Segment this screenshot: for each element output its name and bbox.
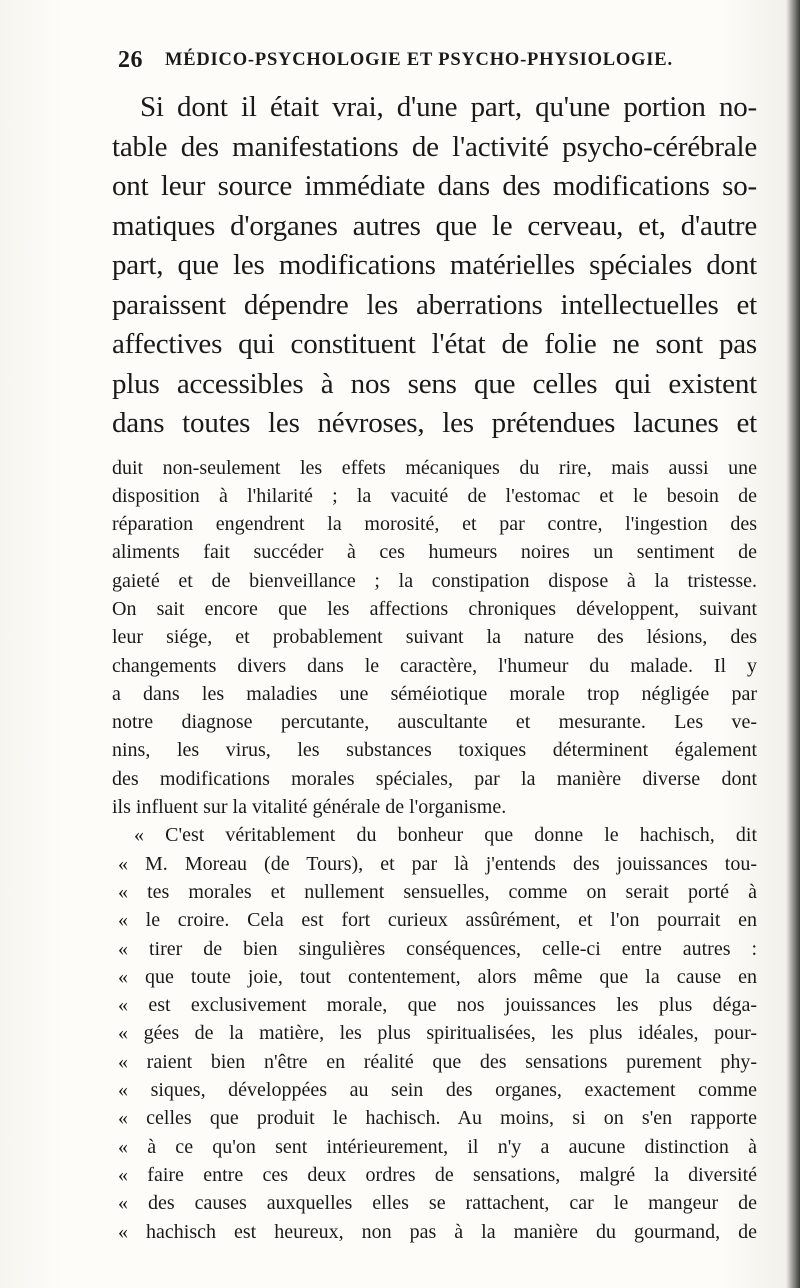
note-line: gaieté et de bienveillance ; la constipation dispose à la tristesse. (112, 569, 757, 592)
note-line: duit non-seulement les effets mécaniques du rire, mais aussi une (112, 456, 757, 479)
note-line: notre diagnose percutante, auscultante et mesurante. Les ve- (112, 711, 757, 734)
quote-line: « tirer de bien singulières conséquences, celle-ci entre autres : (118, 937, 757, 960)
note-line: a dans les maladies une séméiotique morale trop négligée par (112, 682, 757, 705)
page-edge-shadow (786, 0, 800, 1288)
page-number: 26 (118, 46, 143, 73)
footnote-block (112, 454, 757, 1246)
note-line: aliments fait succéder à ces humeurs noires un sentiment de (112, 541, 757, 564)
note-line: nins, les virus, les substances toxiques déterminent également (112, 739, 757, 762)
quote-line: « que toute joie, tout contentement, alors même que la cause en (118, 965, 757, 988)
quote-line: « C'est véritablement du bonheur que donne le hachisch, dit (134, 824, 757, 847)
note-line: disposition à l'hilarité ; la vacuité de l'estomac et le besoin de (112, 484, 757, 507)
quote-line: « faire entre ces deux ordres de sensations, malgré la diversité (118, 1163, 757, 1186)
running-title: MÉDICO-PSYCHOLOGIE ET PSYCHO-PHYSIOLOGIE. (165, 49, 673, 70)
page-body (112, 88, 757, 1246)
main-line: affectives qui constituent l'état de folie ne sont pas (112, 328, 757, 360)
main-line: dans toutes les névroses, les prétendues lacunes et (112, 407, 757, 439)
note-line: des modifications morales spéciales, par la manière diverse dont (112, 767, 757, 790)
quote-line: « hachisch est heureux, non pas à la manière du gourmand, de (118, 1220, 757, 1243)
main-line: part, que les modifications matérielles spéciales dont (112, 249, 757, 281)
quote-line: « le croire. Cela est fort curieux assûrément, et l'on pourrait en (118, 909, 757, 932)
quote-line: « M. Moreau (de Tours), et par là j'entends des jouissances tou- (118, 852, 757, 875)
note-line: ils influent sur la vitalité générale de l'organisme. (112, 796, 507, 819)
main-paragraph (112, 88, 757, 444)
quote-line: « celles que produit le hachisch. Au moins, si on s'en rapporte (118, 1107, 757, 1130)
quote-line: « à ce qu'on sent intérieurement, il n'y a aucune distinction à (118, 1135, 757, 1158)
main-line: plus accessibles à nos sens que celles qui existent (112, 367, 757, 400)
quote-line: « raient bien n'être en réalité que des sensations purement phy- (118, 1050, 757, 1073)
quote-line: « gées de la matière, les plus spiritualisées, les plus idéales, pour- (118, 1022, 757, 1045)
quote-line: « des causes auxquelles elles se rattachent, car le mangeur de (118, 1192, 757, 1215)
main-line: ont leur source immédiate dans des modifications so- (112, 170, 757, 202)
quote-line: « est exclusivement morale, que nos jouissances les plus déga- (118, 994, 757, 1017)
note-line: changements divers dans le caractère, l'humeur du malade. Il y (112, 654, 757, 677)
quote-line: « siques, développées au sein des organes, exactement comme (118, 1079, 757, 1102)
main-line: paraissent dépendre les aberrations intellectuelles et (112, 288, 757, 321)
quote-line: « tes morales et nullement sensuelles, comme on serait porté à (118, 880, 757, 903)
main-line: matiques d'organes autres que le cerveau, et, d'autre (112, 209, 757, 242)
note-line: réparation engendrent la morosité, et par contre, l'ingestion des (112, 513, 757, 536)
main-line: table des manifestations de l'activité psycho-cérébrale (112, 130, 757, 163)
note-line: leur siége, et probablement suivant la nature des lésions, des (112, 626, 757, 649)
page-header (118, 42, 758, 78)
note-line: On sait encore que les affections chroniques développent, suivant (112, 597, 757, 620)
main-line: Si dont il était vrai, d'une part, qu'une portion no- (140, 91, 757, 123)
